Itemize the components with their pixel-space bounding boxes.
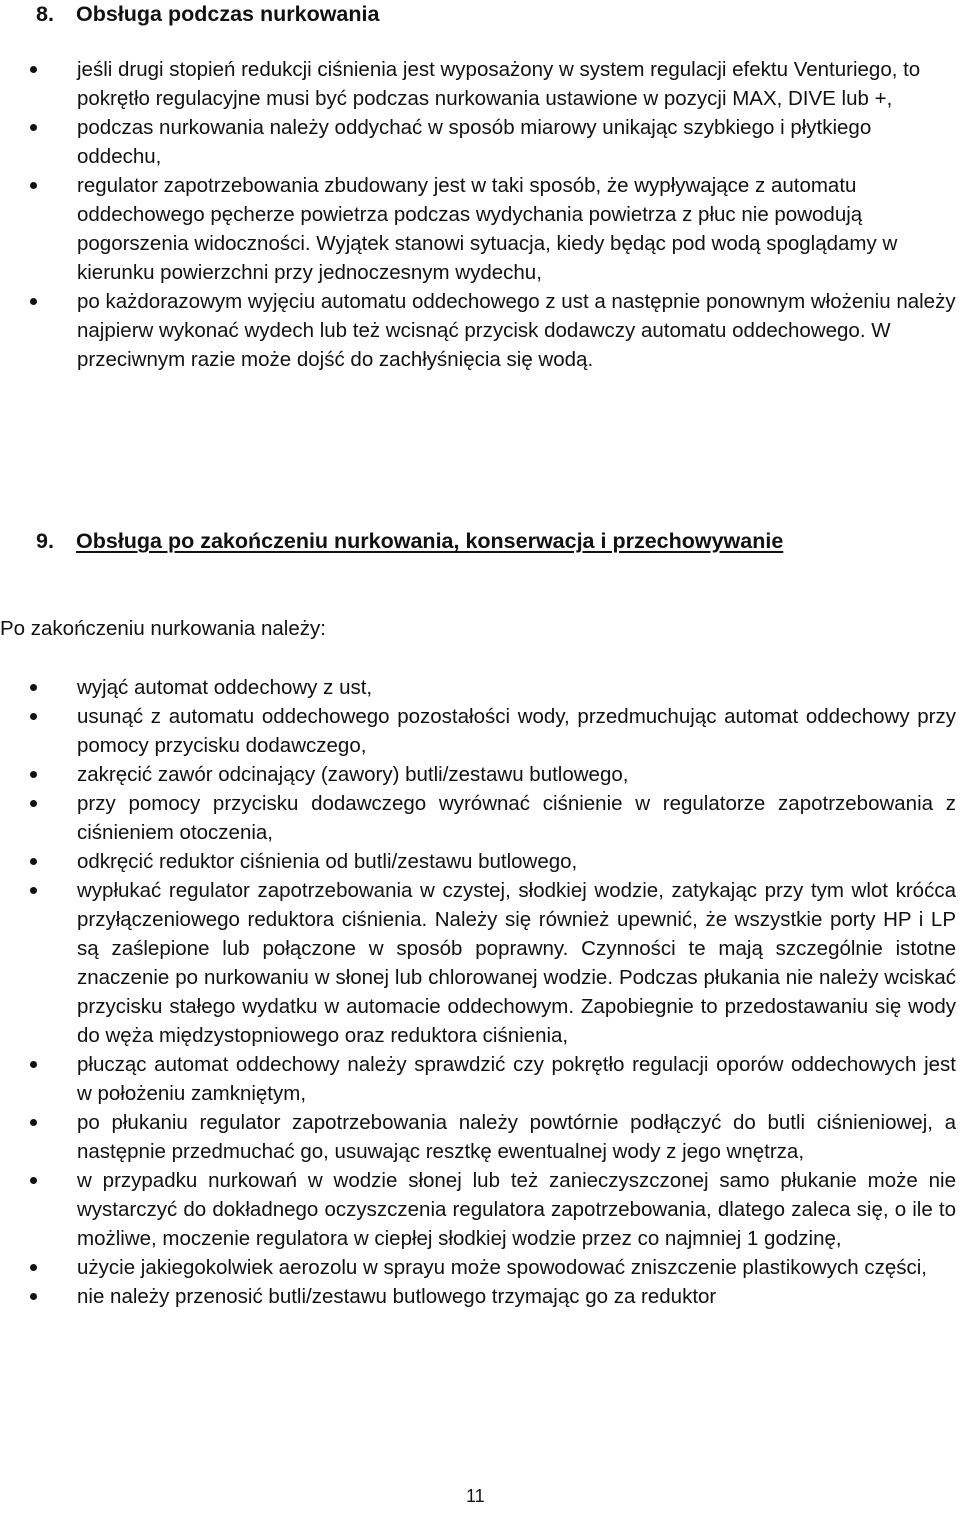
bullet-icon — [30, 1177, 37, 1184]
list-item: nie należy przenosić butli/zestawu butlowego trzymając go za reduktor — [0, 1282, 956, 1311]
bullet-icon — [30, 1119, 37, 1126]
list-item: po każdorazowym wyjęciu automatu oddechowego z ust a następnie ponownym włożeniu należy najpierw wykonać wydech lub też wcisnąć przycisk dodawczy automatu oddechowego. W przeciwnym razie może dojść do zachłyśnięcia się wodą. — [0, 287, 956, 374]
bullet-icon — [30, 800, 37, 807]
list-item: jeśli drugi stopień redukcji ciśnienia jest wyposażony w system regulacji efektu Venturiego, to pokrętło regulacyjne musi być podczas nurkowania ustawione w pozycji MAX, DIVE lub +, — [0, 55, 956, 113]
section-8-heading — [36, 0, 379, 29]
bullet-icon — [30, 887, 37, 894]
section-9-title: Obsługa po zakończeniu nurkowania, konserwacja i przechowywanie — [76, 529, 784, 553]
section-9-intro: Po zakończeniu nurkowania należy: — [0, 617, 326, 640]
bullet-icon — [30, 66, 37, 73]
bullet-icon — [30, 1061, 37, 1068]
section-9-heading — [36, 527, 783, 556]
list-item: podczas nurkowania należy oddychać w sposób miarowy unikając szybkiego i płytkiego oddechu, — [0, 113, 956, 171]
list-item: regulator zapotrzebowania zbudowany jest w taki sposób, że wypływające z automatu oddechowego pęcherze powietrza podczas wydychania powietrza z płuc nie powodują pogorszenia widoczności. Wyjątek stanowi sytuacja, kiedy będąc pod wodą spoglądamy w kierunku powierzchni przy jednoczesnym wydechu, — [0, 171, 956, 287]
bullet-icon — [30, 182, 37, 189]
list-item: użycie jakiegokolwiek aerozolu w sprayu może spowodować zniszczenie plastikowych części, — [0, 1253, 956, 1282]
bullet-icon — [30, 1264, 37, 1271]
bullet-icon — [30, 771, 37, 778]
section-9-list — [0, 673, 960, 1311]
bullet-icon — [30, 858, 37, 865]
bullet-icon — [30, 684, 37, 691]
bullet-icon — [30, 124, 37, 131]
list-item: zakręcić zawór odcinający (zawory) butli/zestawu butlowego, — [0, 760, 956, 789]
list-item: wypłukać regulator zapotrzebowania w czystej, słodkiej wodzie, zatykając przy tym wlot króćca przyłączeniowego reduktora ciśnienia. Należy się również upewnić, że wszystkie porty HP i LP są zaślepione lub połączone w sposób poprawny. Czynności te mają szczególnie istotne znaczenie po nurkowaniu w słonej lub chlorowanej wodzie. Podczas płukania nie należy wciskać przycisku stałego wydatku w automacie oddechowym. Zapobiegnie to przedostawaniu się wody do węża międzystopniowego oraz reduktora ciśnienia, — [0, 876, 956, 1050]
bullet-icon — [30, 1293, 37, 1300]
list-item: w przypadku nurkowań w wodzie słonej lub też zanieczyszczonej samo płukanie może nie wystarczyć do dokładnego oczyszczenia regulatora zapotrzebowania, dlatego zaleca się, o ile to możliwe, moczenie regulatora w ciepłej słodkiej wodzie przez co najmniej 1 godzinę, — [0, 1166, 956, 1253]
list-item: przy pomocy przycisku dodawczego wyrównać ciśnienie w regulatorze zapotrzebowania z ciśnieniem otoczenia, — [0, 789, 956, 847]
section-8-number: 8. — [36, 2, 54, 26]
bullet-icon — [30, 713, 37, 720]
list-item: odkręcić reduktor ciśnienia od butli/zestawu butlowego, — [0, 847, 956, 876]
section-8-title: Obsługa podczas nurkowania — [76, 2, 380, 26]
section-9-number: 9. — [36, 529, 54, 553]
list-item: wyjąć automat oddechowy z ust, — [0, 673, 956, 702]
page-number: 11 — [466, 1486, 485, 1506]
bullet-icon — [30, 298, 37, 305]
list-item: po płukaniu regulator zapotrzebowania należy powtórnie podłączyć do butli ciśnieniowej, a następnie przedmuchać go, usuwając resztkę ewentualnej wody z jego wnętrza, — [0, 1108, 956, 1166]
list-item: usunąć z automatu oddechowego pozostałości wody, przedmuchując automat oddechowy przy pomocy przycisku dodawczego, — [0, 702, 956, 760]
section-8-list — [0, 55, 960, 374]
list-item: płucząc automat oddechowy należy sprawdzić czy pokrętło regulacji oporów oddechowych jest w położeniu zamkniętym, — [0, 1050, 956, 1108]
